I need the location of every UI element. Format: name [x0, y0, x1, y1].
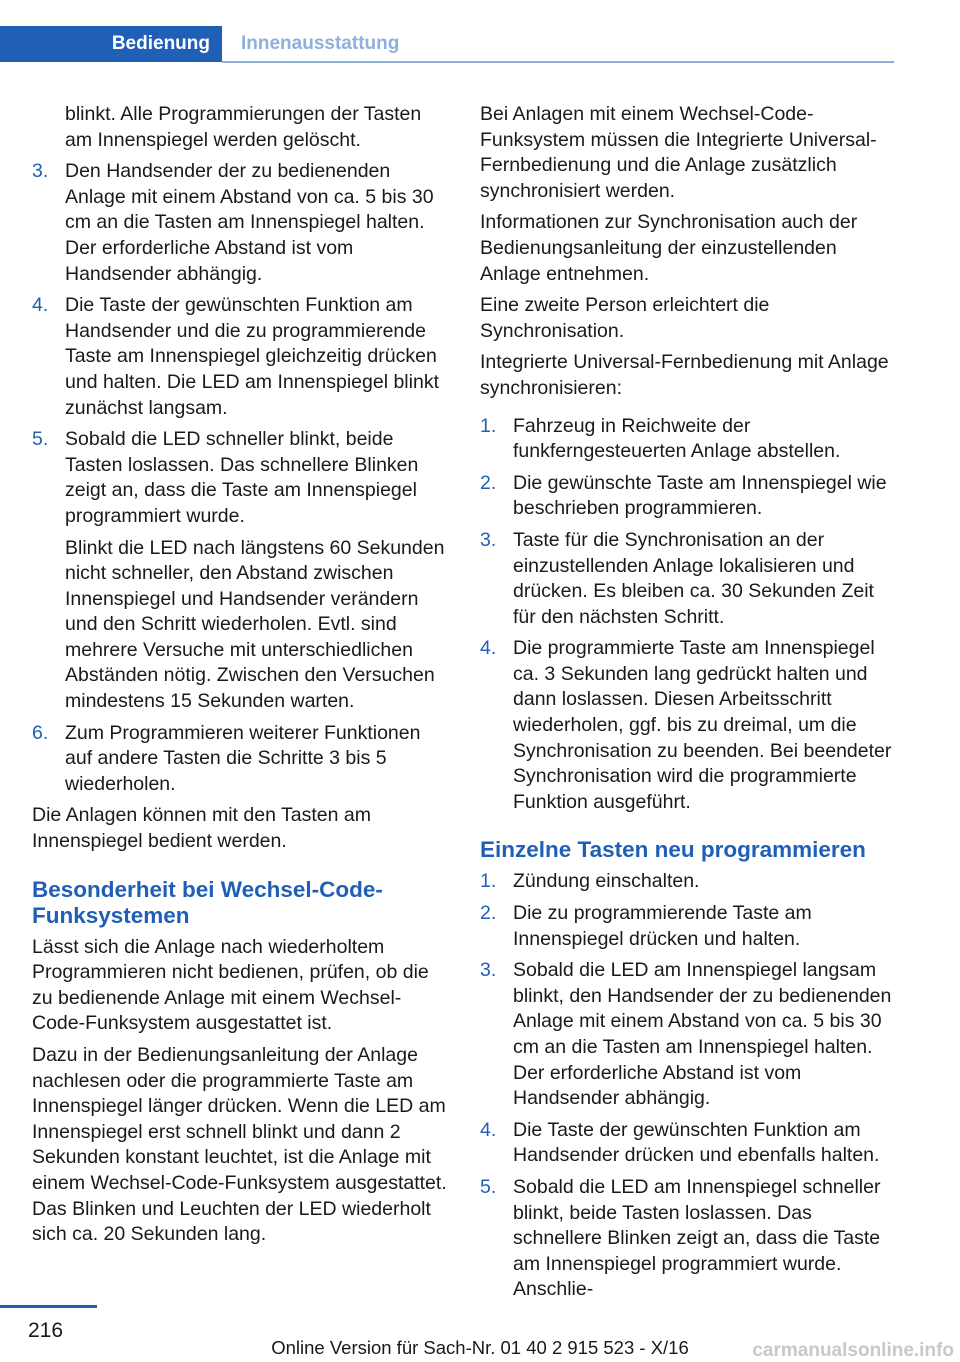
step-number: 5. — [32, 428, 49, 451]
right-column — [480, 102, 896, 1309]
sync-step-1 — [480, 414, 896, 465]
reprog-step-5 — [480, 1175, 896, 1303]
reprog-step-2 — [480, 901, 896, 952]
step-4 — [32, 293, 450, 421]
after-steps-text: Die Anlagen können mit den Tasten am Innenspiegel bedient werden. — [32, 804, 371, 853]
continuation-text: blinkt. Alle Programmierungen der Tasten am Innenspiegel werden gelöscht. — [65, 103, 422, 151]
page-number: 216 — [28, 1319, 64, 1342]
step-text: Die gewünschte Taste am Innenspiegel wie beschrieben programmieren. — [513, 471, 887, 520]
step-number: 6. — [32, 721, 49, 744]
paragraph: Informationen zur Synchronisation auch der Bedienungsanleitung der einzustellenden Anlage entnehmen. — [480, 211, 858, 285]
step-number: 2. — [480, 902, 497, 925]
step-number: 4. — [32, 294, 49, 317]
step-5 — [32, 427, 450, 715]
step-number: 4. — [480, 1118, 497, 1141]
section-heading-tasten-neu: Einzelne Tasten neu programmieren — [480, 837, 866, 863]
step-number: 3. — [480, 959, 497, 982]
paragraph: Integrierte Universal-Fernbedienung mit Anlage synchronisieren: — [480, 351, 889, 399]
step-text: Taste für die Synchronisation an der einzustellenden Anlage lokalisieren und drücken. Es bleiben ca. 30 Sekunden Zeit für den nächsten Schritt. — [513, 528, 874, 628]
step-text: Die zu programmierende Taste am Innenspiegel drücken und halten. — [513, 902, 812, 950]
step-text: Den Handsender der zu bedienenden Anlage mit einem Abstand von ca. 5 bis 30 cm an die Tasten am Innenspiegel halten. Der erforderliche Abstand ist vom Handsender abhängig. — [65, 160, 434, 285]
step-text: Die programmierte Taste am Innenspiegel ca. 3 Sekunden lang gedrückt halten und dann loslassen. Diesen Arbeitsschritt wiederholen, ggf. bis zu dreimal, um die Synchronisation zu beenden. Bei beendeter Synchronisation wird die programmierte Funktion ausgeführt. — [513, 637, 892, 813]
step-6 — [32, 721, 450, 798]
step-number: 3. — [480, 528, 497, 551]
step-number: 2. — [480, 471, 497, 494]
step-note: Blinkt die LED nach längstens 60 Sekunden nicht schneller, den Abstand zwischen Innenspiegel und Handsender verändern und den Schritt wiederholen. Evtl. sind mehrere Versuche mit unterschiedlichen Abständen nötig. Zwischen den Versuchen mindestens 15 Sekunden warten. — [65, 536, 445, 713]
step-number: 4. — [480, 637, 497, 660]
step-3 — [32, 159, 450, 287]
step-number: 5. — [480, 1175, 497, 1198]
online-version-label: Online Version für Sach-Nr. 01 40 2 915 523 - X/16 — [271, 1337, 689, 1358]
step-number: 1. — [480, 870, 497, 893]
step-text: Sobald die LED am Innenspiegel schneller blinkt, beide Tasten loslassen. Das schnellere Blinken zeigt an, dass die Taste am Innenspiegel programmiert wurde. Anschlie- — [513, 1175, 881, 1301]
section-heading-wechsel-code: Besonderheit bei Wechsel-Code-Funksystemen — [32, 876, 383, 928]
sync-step-4 — [480, 636, 896, 815]
sync-step-2 — [480, 471, 896, 522]
footer-rule — [0, 1305, 97, 1308]
tab-innenausstattung: Innenausstattung — [241, 33, 400, 54]
step-text: Sobald die LED am Innenspiegel langsam blinkt, den Handsender der zu bedienenden Anlage mit einem Abstand von ca. 5 bis 30 cm an die Tasten am Innenspiegel halten. Der erforderliche Abstand ist vom Handsender abhängig. — [513, 959, 892, 1110]
header-rule — [222, 61, 894, 63]
section-paragraph: Dazu in der Bedienungsanleitung der Anlage nachlesen oder die programmierte Taste am Innenspiegel länger drücken. Wenn die LED am Innenspiegel erst schnell blinkt und dann 2 Sekunden konstant leuchtet, ist die Anlage mit einem Wechsel-Code-Funksystem ausgestattet. Das Blinken und Leuchten der LED wiederholt sich ca. 20 Sekunden lang. — [32, 1044, 447, 1246]
step-text: Sobald die LED schneller blinkt, beide Tasten loslassen. Das schnellere Blinken zeigt an, dass die Taste am Innenspiegel programmiert wurde. — [65, 428, 419, 527]
step-number: 3. — [32, 160, 49, 183]
step-text: Die Taste der gewünschten Funktion am Handsender drücken und ebenfalls halten. — [513, 1118, 880, 1167]
reprog-step-4 — [480, 1118, 896, 1169]
step-text: Fahrzeug in Reichweite der funkferngesteuerten Anlage abstellen. — [513, 414, 841, 463]
left-column — [32, 102, 450, 1254]
step-text: Die Taste der gewünschten Funktion am Handsender und die zu programmierende Taste am Innenspiegel gleichzeitig drücken und halten. Die LED am Innenspiegel blinkt zunächst langsam. — [65, 294, 439, 419]
reprog-step-1 — [480, 869, 896, 895]
step-text: Zum Programmieren weiterer Funktionen auf andere Tasten die Schritte 3 bis 5 wiederholen. — [65, 721, 421, 795]
sync-step-3 — [480, 528, 896, 630]
watermark: carmanualsonline.info — [752, 1340, 954, 1361]
reprog-step-3 — [480, 958, 896, 1112]
step-number: 1. — [480, 414, 497, 437]
tab-bedienung: Bedienung — [0, 26, 222, 62]
step-text: Zündung einschalten. — [513, 870, 700, 893]
paragraph: Eine zweite Person erleichtert die Synchronisation. — [480, 294, 770, 342]
section-paragraph: Lässt sich die Anlage nach wiederholtem Programmieren nicht bedienen, prüfen, ob die zu bedienende Anlage mit einem Wechsel-Code-Funksystem ausgestattet ist. — [32, 935, 429, 1035]
paragraph: Bei Anlagen mit einem Wechsel-Code-Funksystem müssen die Integrierte Universal-Fernbedienung und die Anlage zusätzlich synchronisiert werden. — [480, 103, 877, 202]
